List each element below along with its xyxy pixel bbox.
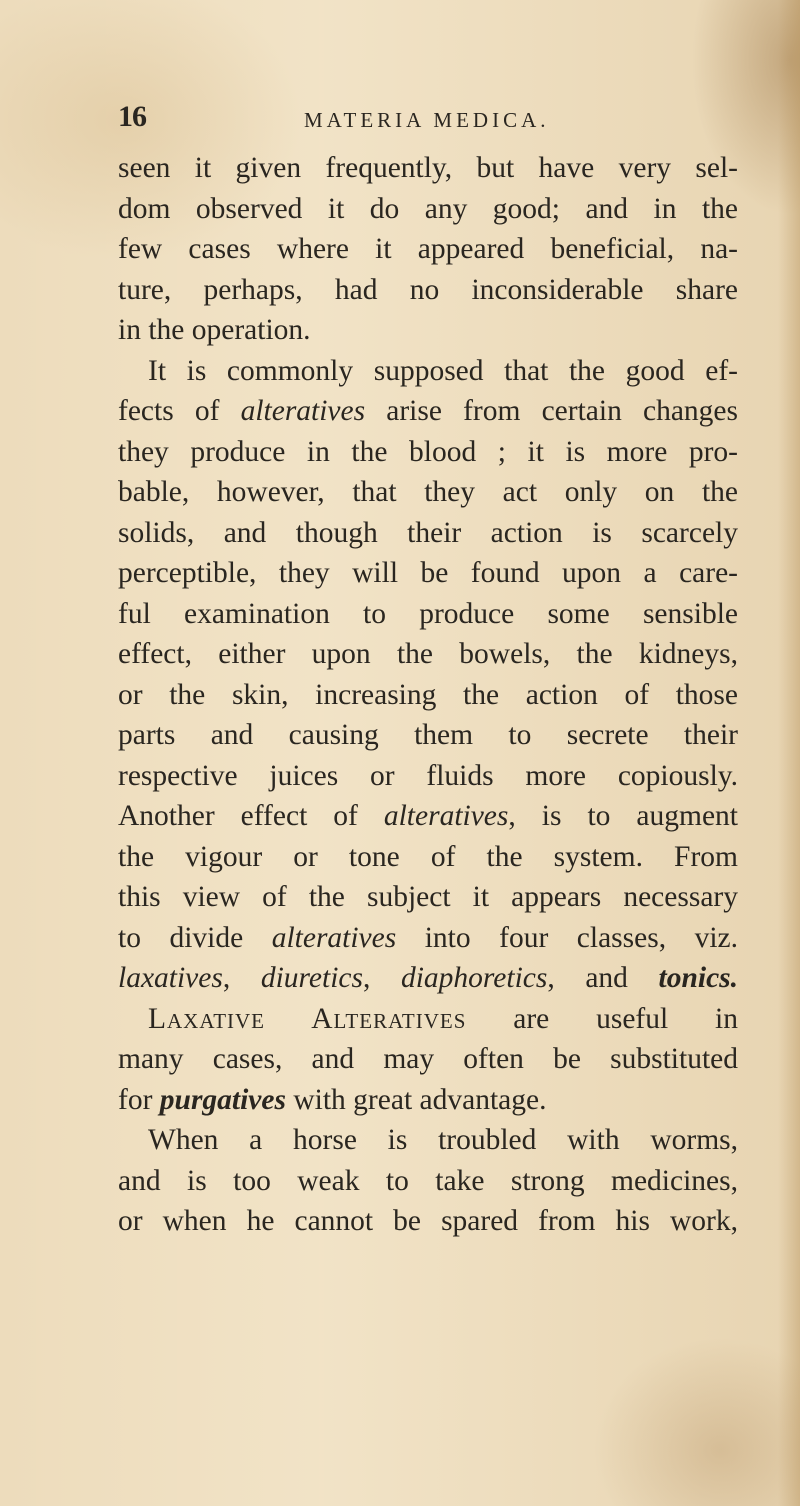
text-line: dom observed it do any good; and in the — [118, 192, 738, 225]
running-head: MATERIA MEDICA. — [304, 108, 550, 132]
text-line: to divide alteratives into four classes, viz. — [118, 921, 739, 954]
text-line: laxatives, diuretics, diaphoretics, and tonics. — [118, 962, 739, 994]
text-line: seen it given frequently, but have very sel- — [118, 152, 738, 184]
text-line: or the skin, increasing the action of those — [118, 678, 738, 711]
page-header — [118, 100, 718, 140]
text-line: few cases where it appeared beneficial, na- — [118, 233, 738, 265]
text-line: effect, either upon the bowels, the kidneys, — [118, 638, 738, 670]
section-heading-line: Laxative Alteratives are useful in — [148, 1002, 738, 1035]
text-line: fects of alteratives arise from certain changes — [118, 395, 739, 427]
text-line: the vigour or tone of the system. From — [118, 840, 738, 873]
text-line: ture, perhaps, had no inconsiderable share — [118, 273, 738, 306]
text-line: for purgatives with great advantage. — [118, 1083, 547, 1116]
text-line: Another effect of alteratives, is to augment — [118, 800, 738, 832]
text-line: they produce in the blood ; it is more pro- — [118, 435, 738, 468]
text-line: respective juices or fluids more copiously. — [118, 759, 738, 792]
text-line: solids, and though their action is scarcely — [118, 516, 738, 549]
page-number: 16 — [118, 100, 146, 133]
paragraph-start: When a horse is troubled with worms, — [148, 1124, 738, 1156]
text-line: ful examination to produce some sensible — [118, 597, 738, 630]
text-line: bable, however, that they act only on the — [118, 476, 738, 508]
body-text — [118, 148, 738, 1242]
page-edge-shadow — [778, 0, 800, 1506]
text-line: and is too weak to take strong medicines, — [118, 1164, 738, 1197]
text-line: in the operation. — [118, 314, 311, 346]
text-line: or when he cannot be spared from his work, — [118, 1205, 738, 1237]
text-line: many cases, and may often be substituted — [118, 1043, 738, 1075]
text-line: perceptible, they will be found upon a care- — [118, 557, 738, 589]
section-heading: Laxative Alteratives — [148, 1002, 467, 1035]
text-line: this view of the subject it appears necessary — [118, 881, 738, 913]
paragraph-start: It is commonly supposed that the good ef- — [148, 354, 738, 387]
text-line: parts and causing them to secrete their — [118, 719, 738, 751]
